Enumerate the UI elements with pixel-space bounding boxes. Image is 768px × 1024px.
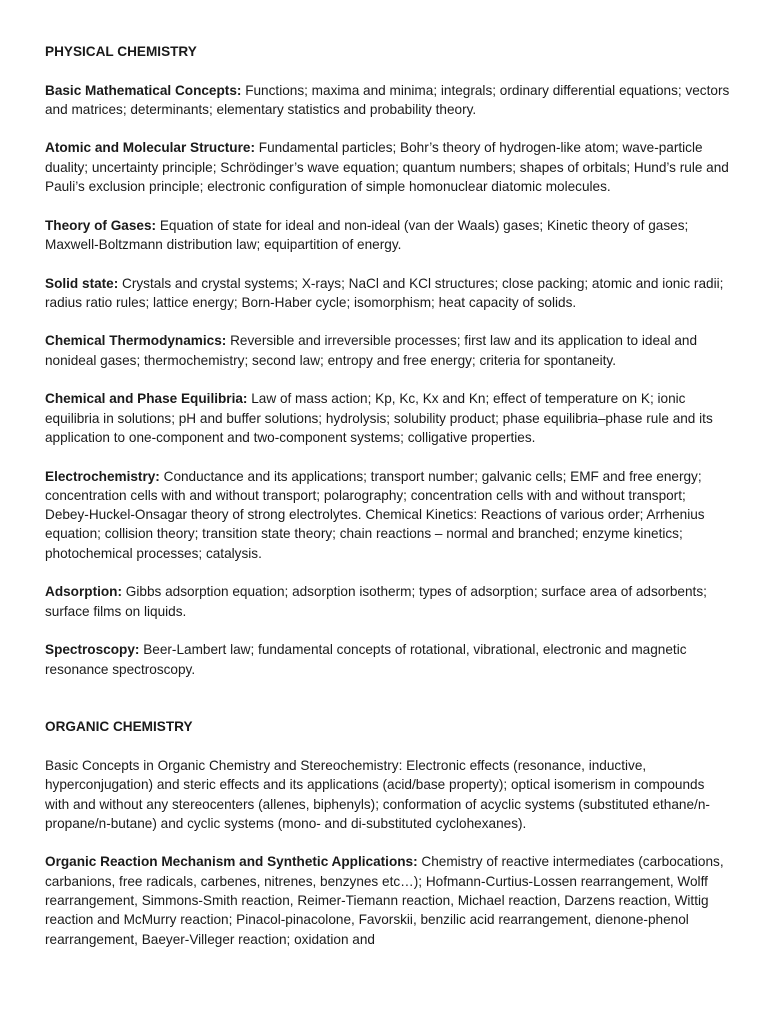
topic-text: Chemistry of reactive intermediates (carbocations, carbanions, free radicals, carbenes, nitrenes, benzynes etc…); Hofmann-Curtius-Lossen rearrangement, Wolff rearrangement, Simmons-Smith reaction, Reimer-Tiemann reaction, Michael reaction, Darzens reaction, Wittig reaction and McMurry reaction; Pinacol-pinacolone, Favorskii, benzilic acid rearrangement, dienone-phenol rearrangement, Baeyer-Villeger reaction; oxidation and bbox=[45, 854, 724, 947]
topic-term: Atomic and Molecular Structure: bbox=[45, 140, 255, 156]
topic-term: Adsorption: bbox=[45, 584, 123, 600]
paragraph-electrochemistry bbox=[45, 467, 730, 563]
topic-text: Law of mass action; Kp, Kc, Kx and Kn; effect of temperature on K; ionic equilibria in solutions; pH and buffer solutions; hydrolysis; solubility product; phase equilibria–phase rule and its application to one-component and two-component systems; colligative properties. bbox=[45, 391, 713, 445]
section-spacer bbox=[45, 698, 730, 717]
topic-text: Beer-Lambert law; fundamental concepts of rotational, vibrational, electronic and magnetic resonance spectroscopy. bbox=[45, 642, 687, 677]
topic-text: Crystals and crystal systems; X-rays; NaCl and KCl structures; close packing; atomic and ionic radii; radius ratio rules; lattice energy; Born-Haber cycle; isomorphism; heat capacity of solids. bbox=[45, 275, 724, 310]
paragraph-thermodynamics bbox=[45, 331, 730, 370]
topic-term: Organic Reaction Mechanism and Synthetic Applications: bbox=[45, 854, 418, 870]
topic-term: Spectroscopy: bbox=[45, 642, 140, 658]
topic-text: Gibbs adsorption equation; adsorption isotherm; types of adsorption; surface area of adsorbents; surface films on liquids. bbox=[45, 584, 707, 619]
topic-text: Conductance and its applications; transport number; galvanic cells; EMF and free energy; concentration cells with and without transport; polarography; concentration cells with and without transport; Debey-Huckel-Onsagar theory of strong electrolytes. Chemical Kinetics: Reactions of various order; Arrhenius equation; collision theory; transition state theory; chain reactions – normal and branched; enzyme kinetics; photochemical processes; catalysis. bbox=[45, 468, 705, 561]
paragraph-solid-state bbox=[45, 274, 730, 313]
paragraph-spectroscopy bbox=[45, 640, 730, 679]
paragraph-atomic-structure bbox=[45, 138, 730, 196]
topic-term: Chemical Thermodynamics: bbox=[45, 333, 227, 349]
paragraph-theory-of-gases bbox=[45, 216, 730, 255]
topic-term: Basic Mathematical Concepts: bbox=[45, 82, 242, 98]
paragraph-equilibria bbox=[45, 389, 730, 447]
paragraph-math-concepts bbox=[45, 81, 730, 120]
topic-text: Equation of state for ideal and non-ideal (van der Waals) gases; Kinetic theory of gases; Maxwell-Boltzmann distribution law; equipartition of energy. bbox=[45, 217, 689, 252]
topic-text: Reversible and irreversible processes; first law and its application to ideal and nonideal gases; thermochemistry; second law; entropy and free energy; criteria for spontaneity. bbox=[45, 333, 698, 368]
topic-text: Fundamental particles; Bohr’s theory of hydrogen-like atom; wave-particle duality; uncertainty principle; Schrödinger’s wave equation; quantum numbers; shapes of orbitals; Hund’s rule and Pauli’s exclusion principle; electronic configuration of simple homonuclear diatomic molecules. bbox=[45, 140, 729, 195]
section-heading-physical: PHYSICAL CHEMISTRY bbox=[45, 44, 197, 59]
section-heading-organic: ORGANIC CHEMISTRY bbox=[45, 719, 193, 735]
paragraph-adsorption bbox=[45, 582, 730, 621]
topic-term: Theory of Gases: bbox=[45, 217, 157, 233]
topic-term: Solid state: bbox=[45, 275, 119, 291]
paragraph-basic-concepts: Basic Concepts in Organic Chemistry and Stereochemistry: Electronic effects (resonance, inductive, hyperconjugation) and steric effects and its applications (acid/base property); optical isomerism in compounds with and without any stereocenters (allenes, biphenyls); conformation of acyclic systems (substituted ethane/n-propane/n-butane) and cyclic systems (mono- and di-substituted cyclohexanes). bbox=[45, 757, 710, 831]
topic-term: Electrochemistry: bbox=[45, 468, 160, 484]
topic-text: Functions; maxima and minima; integrals; ordinary differential equations; vectors and matrices; determinants; elementary statistics and probability theory. bbox=[45, 82, 730, 117]
document-page bbox=[45, 42, 730, 968]
topic-term: Chemical and Phase Equilibria: bbox=[45, 391, 248, 407]
paragraph-reaction-mechanism bbox=[45, 852, 730, 948]
